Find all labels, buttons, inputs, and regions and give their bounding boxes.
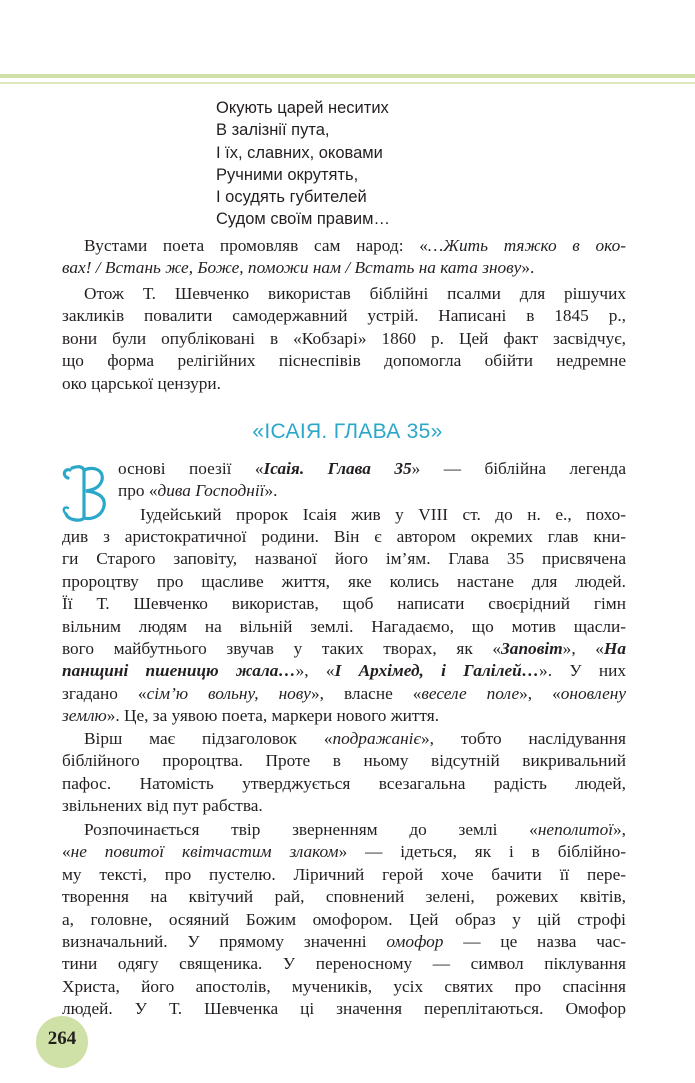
text-line: «не повитої квітчастим злаком» — ідеться, як і в біблійно- bbox=[62, 842, 626, 862]
text-line: Христа, його апостолів, мучеників, усіх святих про спасіння bbox=[62, 976, 626, 996]
text-line: основі поезії «Ісаія. Глава 35» — біблійна легенда bbox=[118, 459, 626, 478]
text-line: визначальний. У прямому значенні омофор — це назва час- bbox=[62, 932, 626, 952]
text-line: Іудейський пророк Ісаія жив у VIII ст. до н. е., похо- bbox=[140, 505, 626, 524]
text-line: що форма релігійних піснеспівів допомогла обійти недремне bbox=[62, 351, 626, 371]
text-line: Її Т. Шевченко використав, щоб написати своєрідний гімн bbox=[62, 594, 626, 614]
text-line: біблійного пророцтва. Проте в ньому відсутній викривальний bbox=[62, 751, 626, 771]
section-heading: «ІСАІЯ. ГЛАВА 35» bbox=[252, 420, 443, 443]
text-line: про «дива Господнії». bbox=[118, 481, 278, 501]
text-line: людей. У Т. Шевченка ці значення переплітаються. Омофор bbox=[62, 999, 626, 1019]
text-line: творення на квітучий рай, сповнений зелені, рожевих квітів, bbox=[62, 887, 626, 907]
paragraph-4 bbox=[62, 526, 626, 728]
text-line: див з аристократичної родини. Він є автором окремих глав кни- bbox=[62, 527, 626, 546]
paragraph-5 bbox=[62, 728, 626, 818]
text-line: Вустами поета промовляв сам народ: «…Жить тяжко в око- bbox=[84, 236, 626, 255]
text-line: око царської цензури. bbox=[62, 373, 221, 393]
poem-quote bbox=[216, 97, 390, 231]
svg-text:В: В bbox=[60, 460, 61, 461]
paragraph-6 bbox=[62, 819, 626, 1021]
paragraph-1 bbox=[62, 235, 626, 280]
poem-line: І осудять губителей bbox=[216, 188, 367, 207]
text-line: вого майбутнього звучав у таких творах, як «Заповіт», «На bbox=[62, 639, 627, 659]
poem-line: В залізнії пута, bbox=[216, 121, 330, 140]
poem-line: Судом своїм правим… bbox=[216, 210, 390, 229]
paragraph-2 bbox=[62, 283, 626, 395]
poem-line: Ручними окрутять, bbox=[216, 165, 359, 184]
page-number: 264 bbox=[47, 1028, 77, 1049]
text-line: пророцтву про щасливе життя, яке колись настане для людей. bbox=[62, 571, 626, 591]
text-line: Вірш має підзаголовок «подражаніє», тобто наслідування bbox=[84, 729, 626, 748]
text-line: землю». Це, за уявою поета, маркери нового життя. bbox=[62, 706, 440, 726]
dropcap-v bbox=[60, 460, 110, 524]
text-line: згадано «сім’ю вольну, нову», власне «веселе поле», «оновлену bbox=[62, 683, 626, 703]
text-line: Розпочинається твір зверненням до землі «неполитої», bbox=[84, 820, 626, 839]
text-line: а, головне, осяяний Божим омофором. Цей образ у цій строфі bbox=[62, 909, 626, 929]
text-line: пафос. Натомість утверджується всезагальна радість людей, bbox=[62, 773, 626, 793]
text-line: закликів повалити самодержавний устрій. Написані в 1845 р., bbox=[62, 306, 626, 326]
text-line: Отож Т. Шевченко використав біблійні псалми для рішучих bbox=[84, 284, 626, 303]
text-line: ги Старого заповіту, названої його ім’ям. Глава 35 присвячена bbox=[62, 549, 626, 569]
text-line: звільнених від пут рабства. bbox=[62, 796, 263, 816]
paragraph-3 bbox=[118, 458, 626, 503]
text-line: вах! / Встань же, Боже, поможи нам / Встать на ката знову». bbox=[62, 258, 535, 278]
poem-line: І їх, славних, оковами bbox=[216, 143, 383, 162]
text-line: му тексті, про пустелю. Ліричний герой хоче бачити її пере- bbox=[62, 864, 626, 884]
text-line: панщині пшеницю жала…», «І Архімед, і Галілей…». У них bbox=[62, 661, 627, 681]
text-line: тини одягу священика. У переносному — символ піклування bbox=[62, 954, 626, 974]
header-rule-thin bbox=[0, 82, 695, 84]
poem-line: Окують царей неситих bbox=[216, 99, 389, 117]
paragraph-4-first bbox=[118, 504, 626, 526]
text-line: вони були опубліковані в «Кобзарі» 1860 р. Цей факт засвідчує, bbox=[62, 328, 626, 348]
text-line: вільним людям на вільній землі. Нагадаємо, що мотив щасли- bbox=[62, 616, 626, 636]
header-rule bbox=[0, 74, 695, 78]
